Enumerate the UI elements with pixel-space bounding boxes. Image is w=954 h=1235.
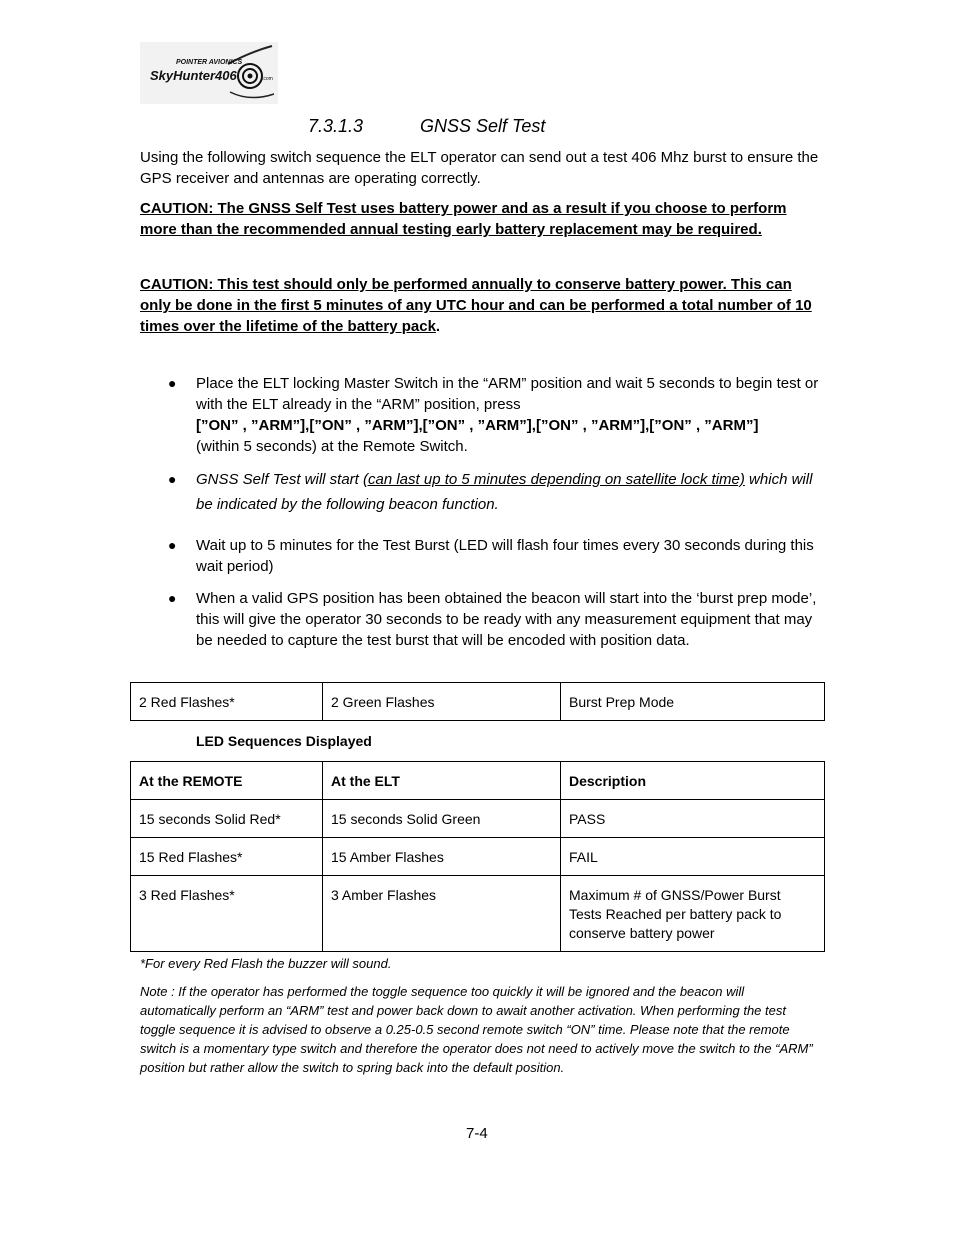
table-cell: Maximum # of GNSS/Power Burst Tests Reached per battery pack to conserve battery power — [561, 876, 825, 952]
caution-annual-test — [140, 274, 820, 337]
table-header-cell: At the REMOTE — [131, 762, 323, 800]
caution-battery-text: CAUTION: The GNSS Self Test uses battery power and as a result if you choose to perform more than the recommended annual testing early battery replacement may be required. — [140, 200, 787, 238]
bullet-self-test-end: which will be indicated by the following beacon function. — [196, 471, 813, 513]
bullet-icon: ● — [168, 537, 177, 553]
table-cell: 15 seconds Solid Green — [323, 800, 561, 838]
section-heading — [308, 114, 545, 138]
bullet-self-test-start — [196, 467, 820, 517]
table-row — [131, 876, 825, 952]
table-row — [131, 683, 825, 721]
bullet-self-test-duration: (can last up to 5 minutes depending on satellite lock time) — [363, 471, 745, 488]
bullet-icon: ● — [168, 375, 177, 391]
bullet-master-switch-after: (within 5 seconds) at the Remote Switch. — [196, 438, 468, 455]
table-cell: PASS — [561, 800, 825, 838]
logo-suffix: .com — [262, 76, 273, 82]
bullet-self-test-start-text: GNSS Self Test will start — [196, 471, 363, 488]
led-table-caption: LED Sequences Displayed — [196, 733, 372, 749]
table-cell: 15 Amber Flashes — [323, 838, 561, 876]
logo-wordmark: SkyHunter406 — [150, 68, 237, 83]
table-cell: 3 Amber Flashes — [323, 876, 561, 952]
bullet-burst-prep: When a valid GPS position has been obtained the beacon will start into the ‘burst prep mode’, this will give the operator 30 seconds to be ready with any measurement equipment that may be needed to capture the test burst that will be encoded with position data. — [196, 590, 817, 649]
bullet-master-switch-text: Place the ELT locking Master Switch in the “ARM” position and wait 5 seconds to begin test or with the ELT already in the “ARM” position, press — [196, 375, 819, 413]
table-header-row — [131, 762, 825, 800]
section-number: 7.3.1.3 — [308, 116, 364, 136]
bullet-icon: ● — [168, 590, 177, 606]
bullet-wait-test-burst: Wait up to 5 minutes for the Test Burst (LED will flash four times every 30 seconds during this wait period) — [196, 537, 814, 575]
table-cell: 2 Green Flashes — [323, 683, 561, 721]
logo-graphic — [140, 42, 278, 104]
operator-note: Note : If the operator has performed the toggle sequence too quickly it will be ignored and the beacon will automatically perform an “ARM” test and power back down to await another activation. When performing the test toggle sequence it is advised to observe a 0.25-0.5 second remote switch “ON” time. Please note that the remote switch is a momentary type switch and therefore the operator does not need to actively move the switch to the “ARM” position but rather allow the switch to spring back into the default position. — [140, 984, 813, 1075]
table-row — [131, 838, 825, 876]
table-cell: 3 Red Flashes* — [131, 876, 323, 952]
page-number: 7-4 — [466, 1125, 488, 1142]
logo-tagline: POINTER AVIONICS — [176, 59, 243, 66]
caution-annual-text: CAUTION: This test should only be performed annually to conserve battery power. This can only be done in the first 5 minutes of any UTC hour and can be performed a total number of 10 times over the lifetime of the battery pack — [140, 276, 812, 335]
table-cell: FAIL — [561, 838, 825, 876]
bullet-icon: ● — [168, 471, 177, 487]
led-sequence-table — [130, 761, 825, 952]
intro-paragraph: Using the following switch sequence the ELT operator can send out a test 406 Mhz burst to ensure the GPS receiver and antennas are operating correctly. — [140, 149, 819, 187]
table-cell: 15 seconds Solid Red* — [131, 800, 323, 838]
table-cell: 2 Red Flashes* — [131, 683, 323, 721]
table-row — [131, 800, 825, 838]
caution-battery-power — [140, 198, 820, 240]
bullet-master-switch — [196, 373, 820, 457]
table-cell: Burst Prep Mode — [561, 683, 825, 721]
skyhunter-logo — [140, 42, 278, 104]
caution-annual-end: . — [435, 318, 441, 335]
section-title: GNSS Self Test — [420, 116, 546, 136]
table-header-cell: Description — [561, 762, 825, 800]
burst-prep-table — [130, 682, 825, 721]
switch-sequence: [”ON” , ”ARM”],[”ON” , ”ARM”],[”ON” , ”ARM”],[”ON” , ”ARM”],[”ON” , ”ARM”] — [196, 417, 759, 434]
footnote: *For every Red Flash the buzzer will sound. — [140, 956, 392, 971]
table-cell: 15 Red Flashes* — [131, 838, 323, 876]
table-header-cell: At the ELT — [323, 762, 561, 800]
